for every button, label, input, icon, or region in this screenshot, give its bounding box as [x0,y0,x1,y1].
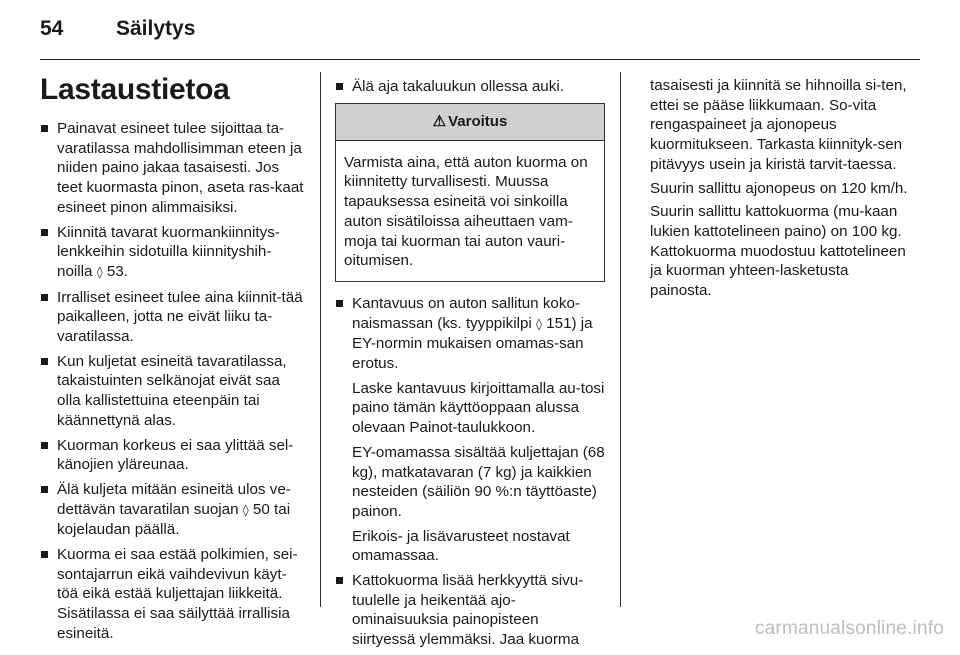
list-item: Älä aja takaluukun ollessa auki. [335,77,605,97]
list-item: Kattokuorma lisää herkkyyttä sivu-tuulelle ja heikentää ajo-ominaisuuksia painopisteen siirtyessä ylemmäksi. Jaa kuorma [335,571,605,650]
warning-header [336,104,604,141]
section-title: Lastaustietoa [40,73,230,106]
list-item: Irralliset esineet tulee aina kiinnit-tää paikalleen, jotta ne eivät liiku ta-varatilassa. [40,288,306,347]
page-ref[interactable]: 50 tai kojelaudan päällä. [57,500,291,539]
page-number: 54 [40,17,64,40]
list-item: Kantavuus on auton sallitun koko-naismassan (ks. tyyppikilpi ◊ 151) ja EY-normin mukaisen omamas-san erotus. Laske kantavuus kirjoittamalla au-tosi paino tämän käyttöoppaan alussa olevaan Painot-taulukkoon. EY-omamassa sisältää kuljettajan (68 kg), matkatavaran (7 kg) ja kaikkien nesteiden (säiliön 90 %:n täyttöaste) painon. Erikois- ja lisävarusteet nostavat omamassaa. [335,294,605,566]
column-3 [650,76,912,305]
paragraph: Suurin sallittu kattokuorma (mu-kaan lukien kattotelineen paino) on 100 kg. Kattokuorma muodostuu kattotelineen ja kuorman yhteen-lasketusta painosta. [650,203,906,300]
list-item: Kuorman korkeus ei saa ylittää sel-känojien yläreunaa. [40,436,306,475]
payload-detail: Laske kantavuus kirjoittamalla au-tosi paino tämän käyttöoppaan alussa olevaan Painot-taulukkoon. [352,379,605,437]
paragraph: Suurin sallittu ajonopeus on 120 km/h. [650,179,908,197]
page-header [40,14,195,44]
warning-box [335,103,605,282]
page-ref[interactable]: 151) ja EY-normin mukaisen omamas-san erotus. [352,314,593,373]
column-divider-1 [320,72,321,607]
paragraph: tasaisesti ja kiinnitä se hihnoilla si-ten, ettei se pääse liikkumaan. So-vita rengaspaineet ja ajonopeus kuormitukseen. Tarkasta kiinnityk-sen pitävyys usein ja kiristä tarvit-taessa. [650,77,907,173]
column-1 [40,72,306,649]
column-2 [335,77,605,655]
list-item: Kuorma ei saa estää polkimien, sei-sontajarrun eikä vaihdevivun käyt-töä eikä estää kuljettajan liikkeitä. Sisätilassa ei saa säilyttää irrallisia esineitä. [40,545,306,644]
warning-text: Varmista aina, että auton kuorma on kiinnitetty turvallisesti. Muussa tapauksessa esineitä voi sinkoilla auton sisätiloissa aiheuttaen vam-moja tai kuorman tai auton vauri-oitumisen. [344,153,588,270]
warning-icon: ⚠ [432,112,447,130]
page-ref-icon: ◊ [536,316,542,331]
page-ref-icon: ◊ [242,502,249,517]
header-rule [40,59,920,60]
list-item: Kun kuljetat esineitä tavaratilassa, takaistuinten selkänojat eivät saa olla kallistettuina eteenpäin tai käännettynä alas. [40,352,306,431]
payload-detail: EY-omamassa sisältää kuljettajan (68 kg), matkatavaran (7 kg) ja kaikkien nesteiden (säiliön 90 %:n täyttöaste) painon. [352,443,605,520]
page-ref-icon: ◊ [96,264,103,279]
list-item: Kiinnitä tavarat kuormankiinnitys-lenkkeihin sidotuilla kiinnityshih-noilla ◊ 53. [40,223,306,283]
column-divider-2 [620,72,621,607]
page-ref[interactable]: 53. [102,262,128,280]
list-item: Älä kuljeta mitään esineitä ulos ve-dettävän tavaratilan suojan ◊ 50 tai kojelaudan päällä. [40,480,306,540]
chapter-title: Säilytys [116,17,196,40]
payload-detail: Erikois- ja lisävarusteet nostavat omamassaa. [352,527,570,565]
warning-title: Varoitus [448,112,508,130]
list-item: Painavat esineet tulee sijoittaa ta-varatilassa mahdollisimman eteen ja niiden paino jakaa tasaisesti. Jos teet kuormasta pinon, aseta ras-kaat esineet pinon alimmaisiksi. [40,119,306,218]
loading-tips-list [40,119,306,644]
watermark: carmanualsonline.info [754,618,944,639]
